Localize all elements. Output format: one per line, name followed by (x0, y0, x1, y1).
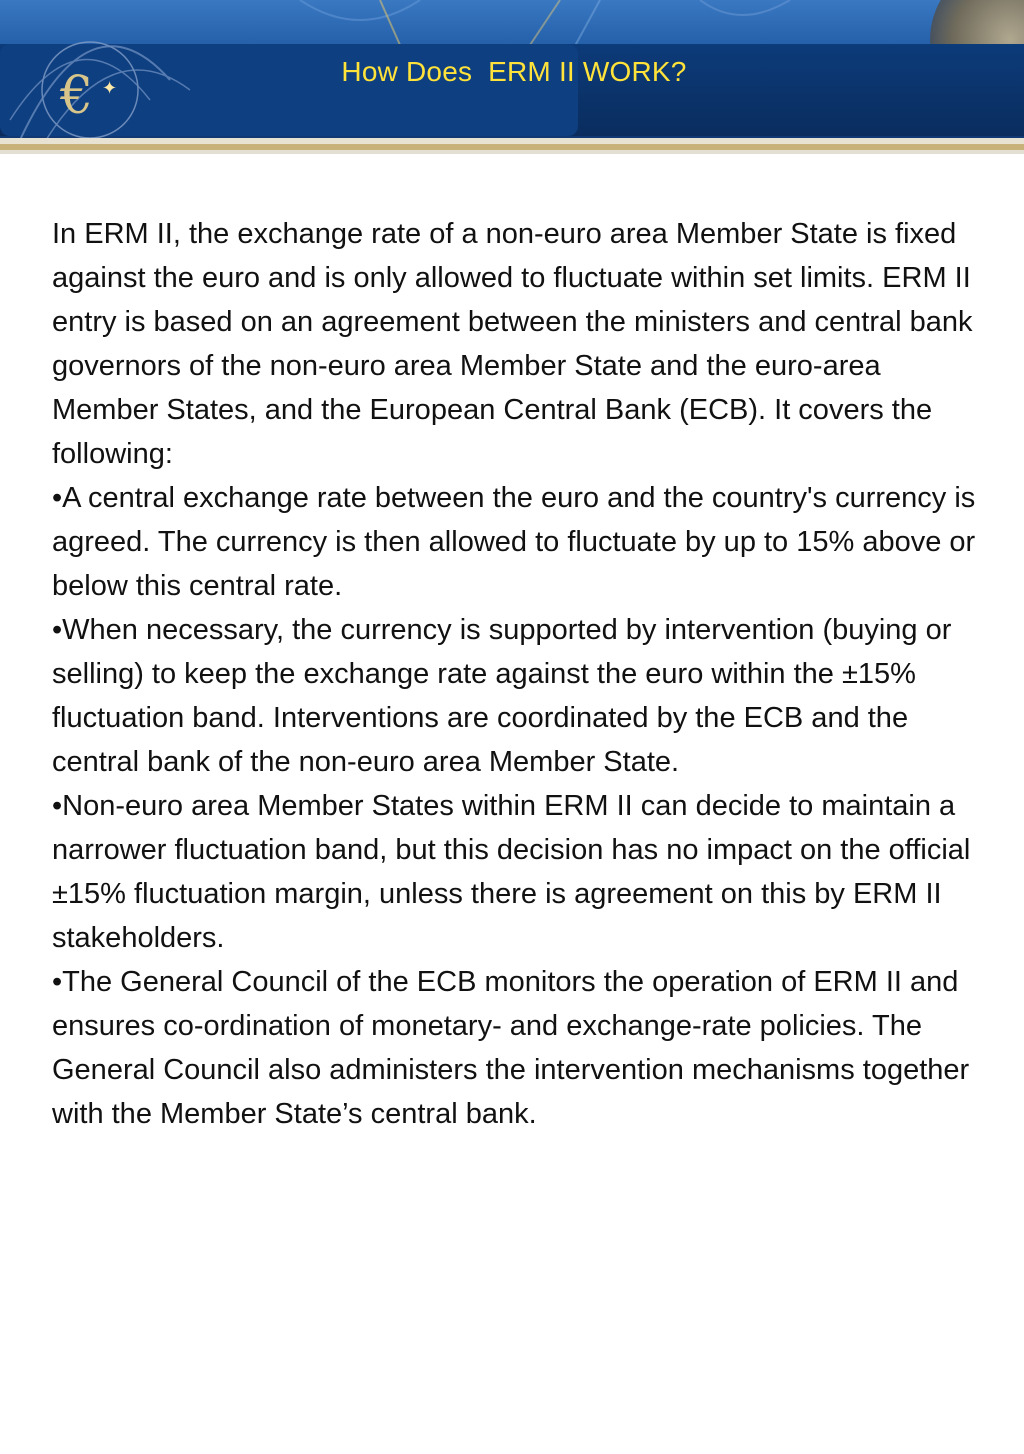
euro-logo-icon: € (60, 66, 94, 126)
bullet-item-central-rate: •A central exchange rate between the euro and the country's currency is agreed. The currency is then allowed to fluctuate by up to 15% above or below this central rate. (52, 482, 976, 602)
star-icon: ✦ (102, 78, 118, 99)
content-body (52, 212, 982, 1136)
bullet-item-intervention: •When necessary, the currency is supported by intervention (buying or selling) to keep the exchange rate against the euro within the ±15% fluctuation band. Interventions are coordinated by the ECB and the central bank of the non-euro area Member State. (52, 614, 952, 778)
page-title (0, 58, 1024, 86)
bullet-item-general-council: •The General Council of the ECB monitors the operation of ERM II and ensures co-ordination of monetary- and exchange-rate policies. The General Council also administers the intervention mechanisms together with the Member State’s central bank. (52, 966, 970, 1130)
intro-paragraph: In ERM II, the exchange rate of a non-euro area Member State is fixed against the euro and is only allowed to fluctuate within set limits. ERM II entry is based on an agreement between the ministers and central bank governors of the non-euro area Member State and the euro-area Member States, and the European Central Bank (ECB). It covers the following: (52, 218, 973, 470)
page-title-text: How Does ERM II WORK? (341, 56, 687, 87)
bullet-item-narrower-band: •Non-euro area Member States within ERM II can decide to maintain a narrower fluctuation band, but this decision has no impact on the official ±15% fluctuation margin, unless there is agreement on this by ERM II stakeholders. (52, 790, 971, 954)
header-banner (0, 0, 1024, 162)
